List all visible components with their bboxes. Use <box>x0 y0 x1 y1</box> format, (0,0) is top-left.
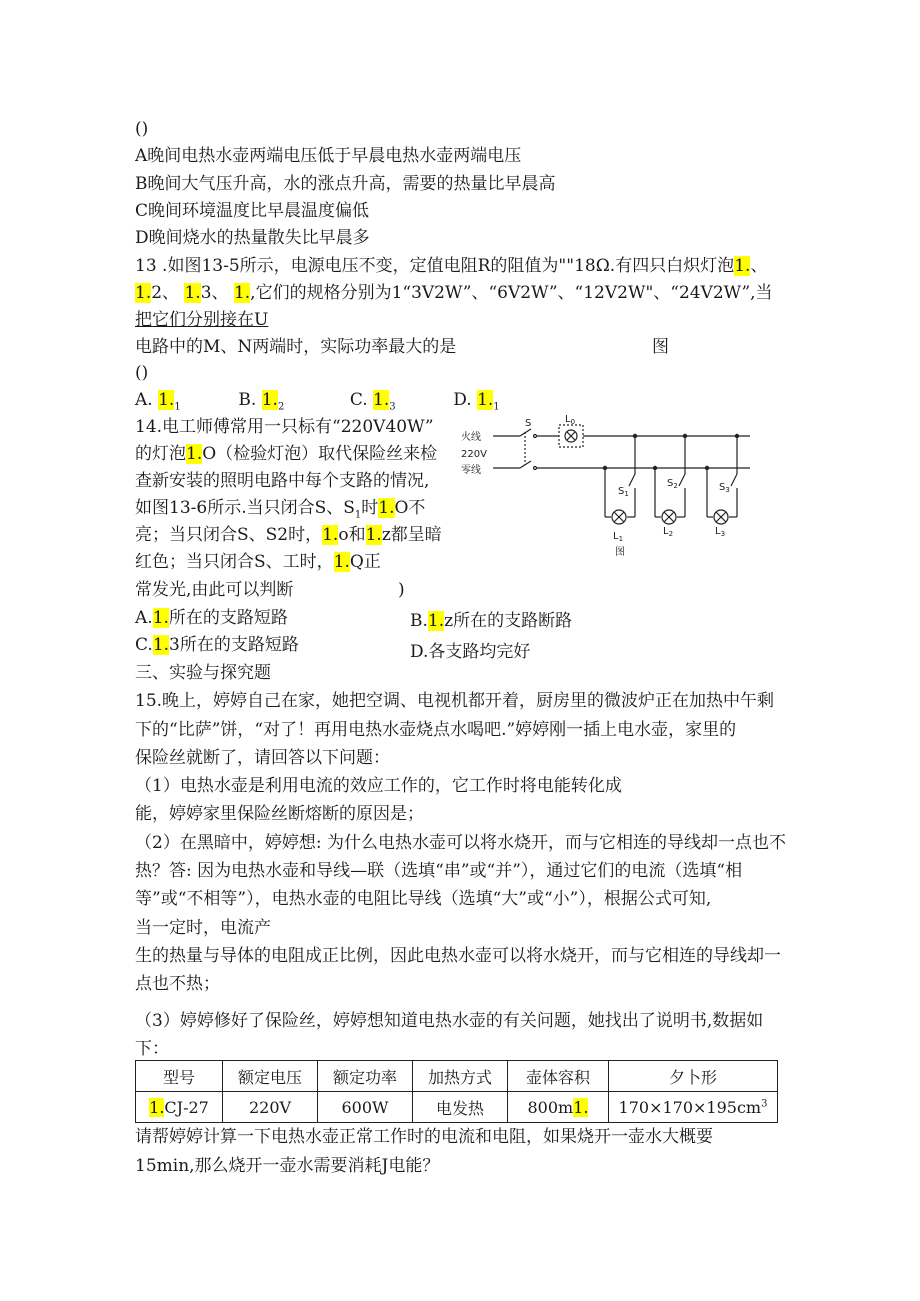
switch-s2-label: $S_2$ <box>667 478 678 490</box>
q15-part2-line-6: 点也不热； <box>135 974 220 994</box>
q13-line-3: 把它们分别接在U <box>135 310 269 330</box>
highlight: 1. <box>261 390 278 410</box>
table-cell-voltage: 220V <box>223 1092 318 1123</box>
q15-part1-line-1: （1）电热水壶是利用电流的效应工作的，它工作时将电能转化成 <box>135 776 622 796</box>
table-cell-model <box>136 1092 223 1123</box>
highlight: 1. <box>135 283 152 303</box>
subscript: 2 <box>277 401 285 413</box>
q15-part3-line-2: 下： <box>135 1039 169 1059</box>
option-letter: C. <box>135 635 153 655</box>
option-letter: A. <box>135 608 153 628</box>
section-heading: 三、实验与探究题 <box>135 663 271 683</box>
highlight: 1. <box>152 608 169 628</box>
branch-switch-s3 <box>731 474 737 486</box>
table-cell-volume <box>508 1092 609 1123</box>
option-letter: B. <box>238 390 257 410</box>
q13-text: 13 .如图13-5所示，电源电压不变，定值电阻R的阻值为""18Ω.有四只白炽灯泡 <box>135 256 735 276</box>
lamp-l2-label: $L_2$ <box>663 526 674 538</box>
highlight: 1. <box>378 498 395 518</box>
table-header-cell: 型号 <box>136 1061 223 1092</box>
option-text: z所在的支路断路 <box>444 611 573 631</box>
q15-part3-line-1: （3）婷婷修好了保险丝，婷婷想知道电热水壶的有关问题，她找出了说明书,数据如 <box>135 1011 764 1031</box>
voltage-label: 220V <box>461 449 487 460</box>
q14-text: 亮；当只闭合S、S2时， <box>135 525 323 545</box>
q13-paren: () <box>135 363 149 383</box>
q15-line-3: 保险丝就断了，请回答以下问题： <box>135 748 390 768</box>
highlight: 1. <box>365 525 382 545</box>
q13-option-c <box>350 389 448 418</box>
q14-option-c <box>135 634 299 656</box>
q12-option-a: A晚间电热水壶两端电压低于早晨电热水壶两端电压 <box>135 146 522 166</box>
q15-after-line-1: 请帮婷婷计算一下电热水壶正常工作时的电流和电阻，如果烧开一壶水大概要 <box>135 1127 713 1147</box>
branch-2 <box>653 434 686 538</box>
q13-text: 2、 <box>151 283 180 303</box>
q13-option-b <box>238 389 344 418</box>
q14-text: Q正 <box>349 552 381 572</box>
branch-switch-s1 <box>629 474 635 486</box>
q12-option-d: D晚间烧水的热量散失比早晨多 <box>135 228 370 248</box>
highlight: 1. <box>322 525 339 545</box>
main-switch-label: S <box>525 418 532 429</box>
q14-text: z都呈暗 <box>381 525 442 545</box>
table-row <box>136 1092 778 1123</box>
table-cell-heating: 电发热 <box>413 1092 508 1123</box>
q12-option-c: C晚间环境温度比早晨温度偏低 <box>135 201 370 221</box>
table-header-cell: 夕卜形 <box>609 1061 778 1092</box>
table-header-row <box>136 1061 778 1092</box>
q14-line-6 <box>135 551 381 573</box>
q15-part2-line-1: （2）在黑暗中，婷婷想: 为什么电热水壶可以将水烧开，而与它相连的导线却一点也不 <box>135 833 786 853</box>
q14-text: 的灯泡 <box>135 444 186 464</box>
option-text: 所在的支路短路 <box>168 608 288 628</box>
q15-part2-line-4: 当一定时，电流产 <box>135 918 271 938</box>
q13-line-1 <box>135 255 767 277</box>
branch-3 <box>705 434 738 538</box>
subscript: 3 <box>389 401 396 413</box>
switch-contact <box>534 435 537 438</box>
option-text: 3所在的支路短路 <box>169 635 299 655</box>
q13-line-2 <box>135 282 773 304</box>
q14-option-d: D.各支路均完好 <box>410 642 531 662</box>
highlight: 1. <box>734 256 751 276</box>
q14-text: o和 <box>338 525 366 545</box>
q15-part2-line-5: 生的热量与导体的电阻成正比例，因此电热水壶可以将水烧开，而与它相连的导线却一 <box>135 946 781 966</box>
q14-line-3: 查新安装的照明电路中每个支路的情况, <box>135 471 430 491</box>
option-letter: B. <box>410 611 428 631</box>
superscript: 3 <box>761 1098 768 1110</box>
q13-line-4: 电路中的M、N两端时，实际功率最大的是 <box>135 337 457 357</box>
q15-part1-line-2: 能，婷婷家里保险丝断熔断的原因是； <box>135 804 424 824</box>
option-letter: A. <box>135 390 153 410</box>
highlight: 1. <box>427 611 445 631</box>
highlight: 1. <box>333 552 350 572</box>
table-header-cell: 额定电压 <box>223 1061 318 1092</box>
cell-text: CJ-27 <box>164 1097 209 1117</box>
spec-table <box>135 1060 778 1123</box>
highlight: 1. <box>477 390 494 410</box>
q15-part2-line-3: 等”或“不相等”），电热水壶的电阻比导线（选填“大”或“小”），根据公式可知, <box>135 889 712 909</box>
q14-option-b <box>410 610 572 632</box>
test-lamp-label: $L_0$ <box>565 414 576 426</box>
q14-line-4 <box>135 497 425 526</box>
figure-caption: 图 <box>615 547 625 558</box>
q12-paren: () <box>135 119 149 139</box>
q14-line-5 <box>135 524 442 546</box>
switch-s3-label: $S_3$ <box>719 482 730 494</box>
option-letter: D. <box>453 390 472 410</box>
highlight: 1. <box>186 444 203 464</box>
q13-text: 3、 <box>200 283 229 303</box>
table-header-cell: 额定功率 <box>318 1061 413 1092</box>
highlight: 1. <box>158 390 175 410</box>
subscript: 1 <box>493 401 500 413</box>
branch-switch-s2 <box>679 474 685 486</box>
q13-option-a <box>135 389 233 418</box>
lamp-l1-label: $L_1$ <box>613 531 624 543</box>
q15-line-2: 下的“比萨”饼，“对了！再用电热水壶烧点水喝吧.”婷婷刚一插上电水壶，家里的 <box>135 720 737 740</box>
q12-option-b: B晚间大气压升高，水的涨点升高，需要的热量比早晨高 <box>135 174 556 194</box>
q14-option-a <box>135 607 288 629</box>
table-header-cell: 加热方式 <box>413 1061 508 1092</box>
q15-part2-line-2: 热？答: 因为电热水壶和导线—联（选填“串”或“并”），通过它们的电流（选填“相 <box>135 861 743 881</box>
switch-contact <box>534 467 537 470</box>
q13-text: ,它们的规格分别为1“3V2W”、“6V2W”、“12V2W"、“24V2W”,当 <box>250 283 773 303</box>
q15-line-1: 15.晚上，婷婷自己在家，她把空调、电视机都开着，厨房里的微波炉正在加热中午剩 <box>135 691 775 711</box>
highlight: 1. <box>373 390 390 410</box>
q14-text: 红色；当只闭合S、工时， <box>135 552 334 572</box>
highlight: 1. <box>233 283 251 303</box>
q15-after-line-2: 15min,那么烧开一壶水需要消耗J电能？ <box>135 1156 440 1176</box>
q13-figure-ref: 图 <box>652 337 669 357</box>
highlight: 1. <box>573 1097 589 1117</box>
switch-s1-label: $S_1$ <box>618 486 629 498</box>
q14-text: O（检验灯泡）取代保险丝来检 <box>202 444 438 464</box>
q14-line-7: 常发光,由此可以判断 <box>135 580 294 600</box>
branch-1 <box>603 434 636 543</box>
circuit-diagram <box>455 412 755 572</box>
cell-text: 800m <box>527 1097 574 1117</box>
table-cell-size <box>609 1092 778 1123</box>
option-letter: C. <box>349 390 368 410</box>
subscript: 1 <box>354 509 362 521</box>
subscript: 1 <box>174 401 181 413</box>
q14-line-2 <box>135 443 437 465</box>
q14-line-1: 14.电工师傅常用一只标有“220V40W” <box>135 417 434 437</box>
highlight: 1. <box>152 635 170 655</box>
q13-options <box>135 389 500 418</box>
table-cell-power: 600W <box>318 1092 413 1123</box>
q14-text: 时 <box>361 498 379 518</box>
highlight: 1. <box>149 1097 165 1117</box>
lamp-l3-label: $L_3$ <box>715 526 726 538</box>
live-wire-label: 火线 <box>461 432 481 443</box>
neutral-wire-label: 零线 <box>461 465 481 476</box>
highlight: 1. <box>184 283 201 303</box>
table-header-cell: 壶体容积 <box>508 1061 609 1092</box>
cell-text: 170×170×195cm <box>618 1097 762 1117</box>
q13-text: 、 <box>750 256 768 276</box>
q14-paren: ) <box>398 580 405 600</box>
q14-text: 如图13-6所示.当只闭合S、S <box>135 498 355 518</box>
q14-text: O不 <box>394 498 426 518</box>
